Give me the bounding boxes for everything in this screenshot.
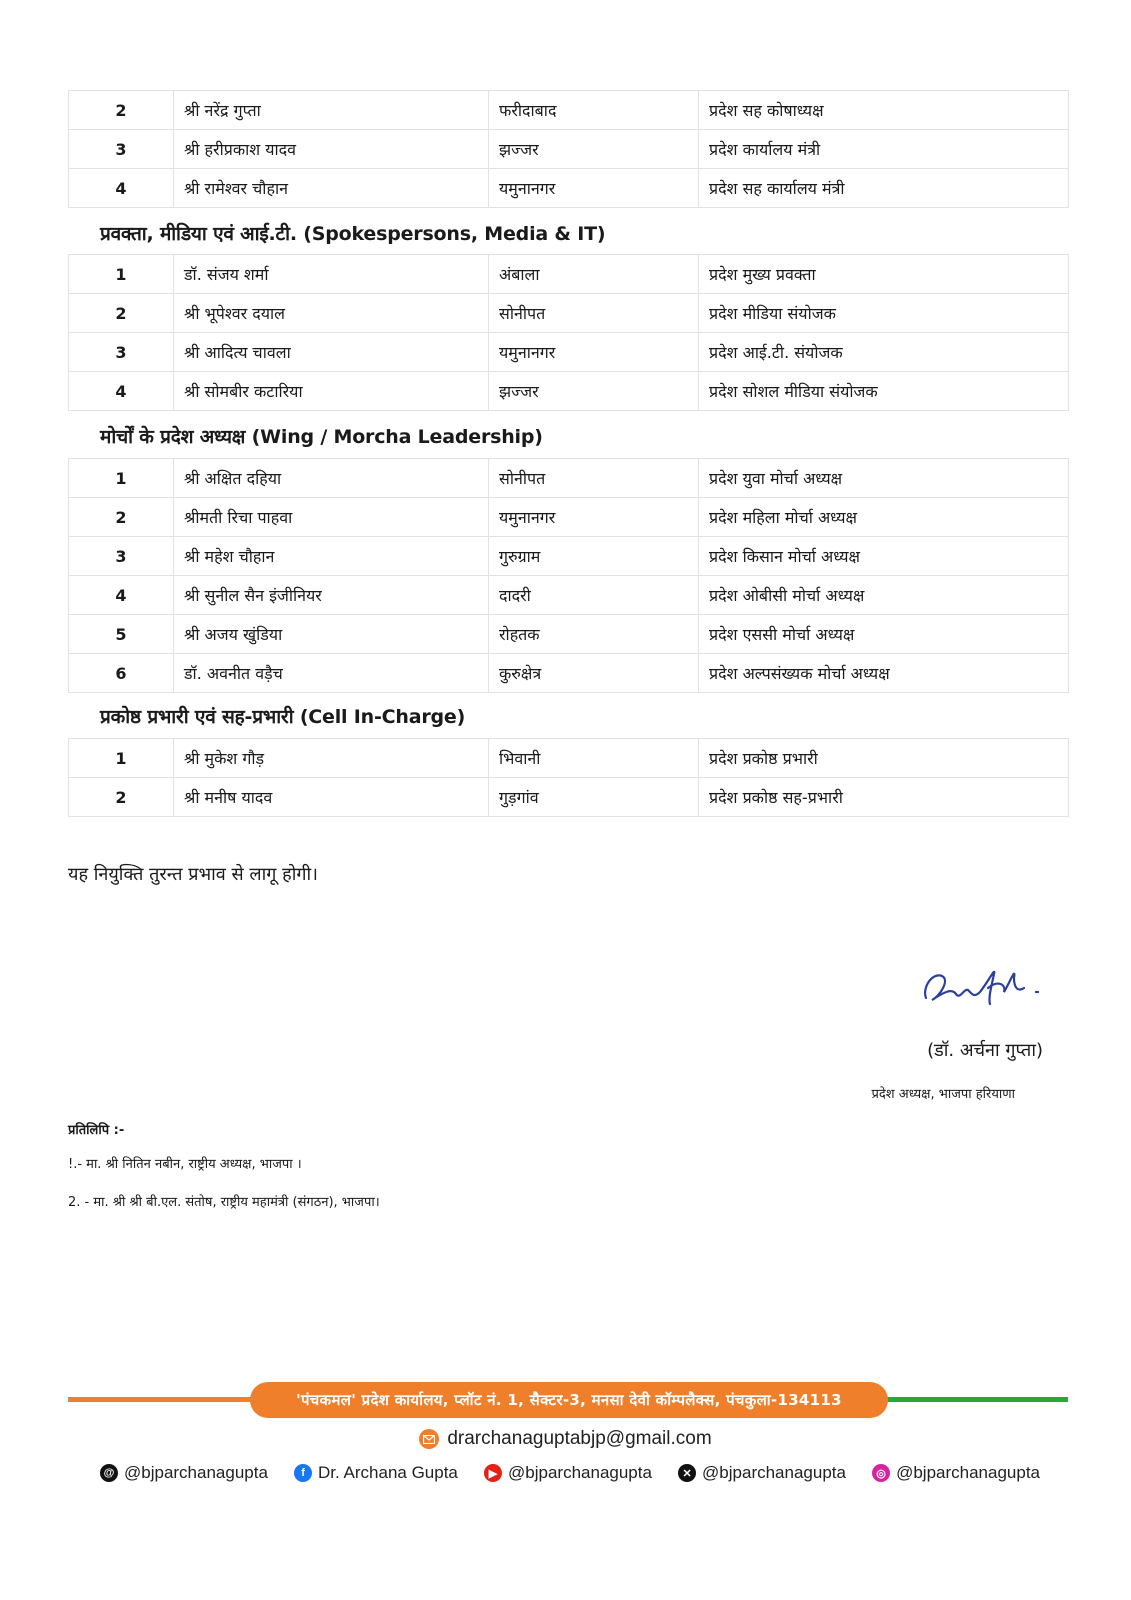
member-name: श्री हरीप्रकाश यादव [174,130,489,169]
member-post: प्रदेश कार्यालय मंत्री [699,130,1069,169]
member-post: प्रदेश अल्पसंख्यक मोर्चा अध्यक्ष [699,654,1069,693]
serial-number: 1 [69,739,174,778]
member-district: यमुनानगर [489,169,699,208]
footer-green-line [870,1397,1068,1402]
table-row [69,333,1069,372]
serial-number: 4 [69,576,174,615]
member-name: श्री मनीष यादव [174,778,489,817]
effective-notice: यह नियुक्ति तुरन्त प्रभाव से लागू होगी। [68,864,318,885]
morcha-table [68,458,1069,693]
section-heading-cell-incharge: प्रकोष्ठ प्रभारी एवं सह-प्रभारी (Cell In-Charge) [100,706,466,728]
member-post: प्रदेश महिला मोर्चा अध्यक्ष [699,498,1069,537]
table-row [69,130,1069,169]
member-name: श्री सुनील सैन इंजीनियर [174,576,489,615]
cell-incharge-table [68,738,1069,817]
serial-number: 2 [69,294,174,333]
signatory-title: प्रदेश अध्यक्ष, भाजपा हरियाणा [871,1087,1015,1102]
serial-number: 4 [69,169,174,208]
member-district: गुड़गांव [489,778,699,817]
member-post: प्रदेश सह कार्यालय मंत्री [699,169,1069,208]
spokespersons-table [68,254,1069,411]
serial-number: 2 [69,498,174,537]
member-post: प्रदेश सह कोषाध्यक्ष [699,91,1069,130]
signatory-name: (डॉ. अर्चना गुप्ता) [927,1040,1043,1061]
member-post: प्रदेश प्रकोष्ठ सह-प्रभारी [699,778,1069,817]
member-district: दादरी [489,576,699,615]
social-links [100,1463,1040,1483]
member-district: फरीदाबाद [489,91,699,130]
table-row [69,294,1069,333]
copy-to-heading: प्रतिलिपि :- [68,1123,125,1138]
member-name: श्री आदित्य चावला [174,333,489,372]
member-post: प्रदेश मुख्य प्रवक्ता [699,255,1069,294]
table-row [69,169,1069,208]
section-heading-morcha: मोर्चों के प्रदेश अध्यक्ष (Wing / Morcha Leadership) [100,426,543,448]
member-name: श्री अजय खुंडिया [174,615,489,654]
serial-number: 3 [69,130,174,169]
member-district: गुरुग्राम [489,537,699,576]
member-post: प्रदेश प्रकोष्ठ प्रभारी [699,739,1069,778]
youtube-icon: ▶ [484,1464,502,1482]
social-label: Dr. Archana Gupta [318,1463,458,1482]
member-district: झज्जर [489,372,699,411]
section-heading-spokespersons: प्रवक्ता, मीडिया एवं आई.टी. (Spokespersons, Media & IT) [100,223,606,245]
table-row [69,91,1069,130]
footer-email[interactable] [0,1428,1131,1450]
instagram-icon: ◎ [872,1464,890,1482]
member-district: झज्जर [489,130,699,169]
member-post: प्रदेश आई.टी. संयोजक [699,333,1069,372]
x-icon: ✕ [678,1464,696,1482]
table-row [69,372,1069,411]
table-row [69,654,1069,693]
social-x[interactable] [678,1463,846,1483]
social-label: @bjparchanagupta [896,1463,1040,1482]
serial-number: 2 [69,91,174,130]
member-name: डॉ. अवनीत वड़ैच [174,654,489,693]
serial-number: 4 [69,372,174,411]
member-district: रोहतक [489,615,699,654]
member-post: प्रदेश युवा मोर्चा अध्यक्ष [699,459,1069,498]
social-threads[interactable] [100,1463,268,1483]
copy-to-line: !.- मा. श्री नितिन नबीन, राष्ट्रीय अध्यक्ष, भाजपा । [68,1157,302,1172]
serial-number: 3 [69,333,174,372]
handwritten-signature [918,958,1048,1014]
social-facebook[interactable] [294,1463,458,1483]
serial-number: 1 [69,255,174,294]
email-icon [419,1429,439,1449]
table-row [69,778,1069,817]
social-youtube[interactable] [484,1463,652,1483]
table-row [69,739,1069,778]
member-district: यमुनानगर [489,498,699,537]
member-name: श्री नरेंद्र गुप्ता [174,91,489,130]
member-name: श्री अक्षित दहिया [174,459,489,498]
member-district: सोनीपत [489,294,699,333]
member-district: भिवानी [489,739,699,778]
table-row [69,537,1069,576]
member-name: श्रीमती रिचा पाहवा [174,498,489,537]
member-district: अंबाला [489,255,699,294]
member-name: श्री भूपेश्वर दयाल [174,294,489,333]
social-label: @bjparchanagupta [702,1463,846,1482]
member-post: प्रदेश एससी मोर्चा अध्यक्ष [699,615,1069,654]
facebook-icon: f [294,1464,312,1482]
social-label: @bjparchanagupta [508,1463,652,1482]
copy-to-line: 2. - मा. श्री श्री बी.एल. संतोष, राष्ट्रीय महामंत्री (संगठन), भाजपा। [68,1195,380,1210]
table-row [69,498,1069,537]
serial-number: 2 [69,778,174,817]
footer-address: 'पंचकमल' प्रदेश कार्यालय, प्लॉट नं. 1, सैक्टर-3, मनसा देवी कॉम्पलैक्स, पंचकुला-134113 [250,1382,888,1418]
member-post: प्रदेश मीडिया संयोजक [699,294,1069,333]
serial-number: 3 [69,537,174,576]
table-row [69,255,1069,294]
member-district: यमुनानगर [489,333,699,372]
member-post: प्रदेश किसान मोर्चा अध्यक्ष [699,537,1069,576]
member-name: श्री महेश चौहान [174,537,489,576]
member-name: श्री रामेश्वर चौहान [174,169,489,208]
table-row [69,576,1069,615]
serial-number: 5 [69,615,174,654]
social-label: @bjparchanagupta [124,1463,268,1482]
serial-number: 6 [69,654,174,693]
member-name: श्री सोमबीर कटारिया [174,372,489,411]
table-row [69,459,1069,498]
social-instagram[interactable] [872,1463,1040,1483]
email-address[interactable]: drarchanaguptabjp@gmail.com [447,1428,712,1449]
member-post: प्रदेश ओबीसी मोर्चा अध्यक्ष [699,576,1069,615]
officials-table-continued [68,90,1069,208]
member-district: सोनीपत [489,459,699,498]
table-row [69,615,1069,654]
member-name: डॉ. संजय शर्मा [174,255,489,294]
serial-number: 1 [69,459,174,498]
member-post: प्रदेश सोशल मीडिया संयोजक [699,372,1069,411]
threads-icon: @ [100,1464,118,1482]
member-name: श्री मुकेश गौड़ [174,739,489,778]
member-district: कुरुक्षेत्र [489,654,699,693]
